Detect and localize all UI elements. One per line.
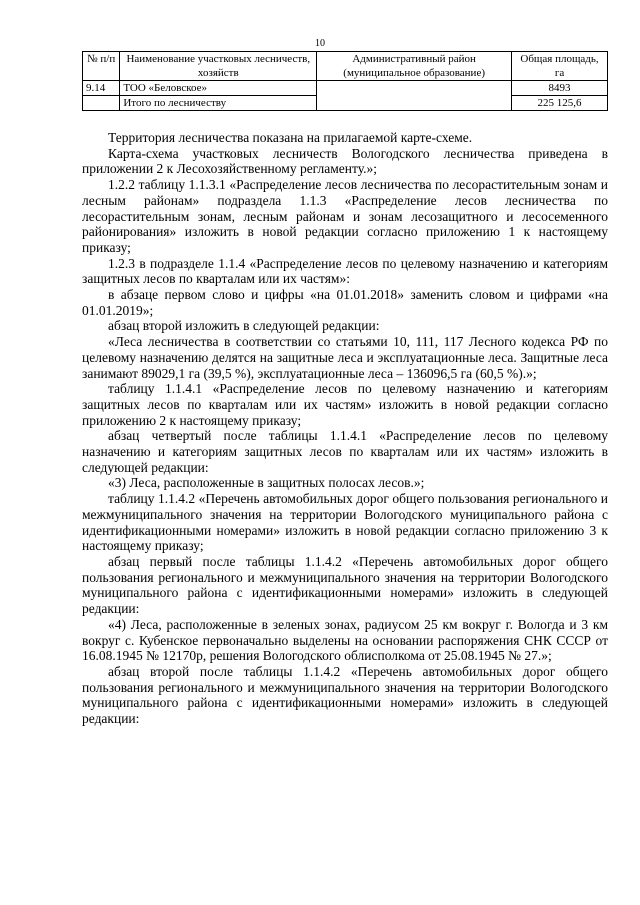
paragraph: абзац первый после таблицы 1.1.4.2 «Перечень автомобильных дорог общего пользования регионального и межмуниципального значения на территории Вологодского муниципального района с идентификационными номерами» изложить в следующей редакции:: [82, 553, 608, 617]
table-cell-name: ТОО «Беловское»: [120, 81, 317, 96]
table-header-name: Наименование участковых лесничеств, хозяйств: [120, 52, 317, 81]
table-header-row: [83, 52, 608, 81]
paragraph: Территория лесничества показана на прилагаемой карте-схеме.: [108, 130, 473, 145]
table-header-area: Общая площадь, га: [512, 52, 608, 81]
document-body: [82, 130, 608, 727]
table-cell-name: Итого по лесничеству: [120, 96, 317, 111]
paragraph: «3) Леса, расположенные в защитных полосах лесов.»;: [108, 475, 425, 491]
paragraph: «Леса лесничества в соответствии со статьями 10, 111, 117 Лесного кодекса РФ по целевому назначению делятся на защитные леса и эксплуатационные леса. Защитные леса занимают 89029,1 га (39,5 %), эксплуатационные леса – 136096,5 га (60,5 %).»;: [82, 334, 608, 381]
paragraph: таблицу 1.1.4.2 «Перечень автомобильных дорог общего пользования регионального и межмуниципального значения на территории Вологодского муниципального района с идентификационными номерами» изложить в новой редакции согласно приложению 3 к настоящему приказу;: [82, 491, 608, 554]
table-header-district: Административный район (муниципальное образование): [317, 52, 512, 81]
table-cell-number: [83, 96, 120, 111]
forestry-table: [82, 51, 608, 111]
table-cell-area: 225 125,6: [512, 96, 608, 111]
paragraph: «4) Леса, расположенные в зеленых зонах, радиусом 25 км вокруг г. Вологда и 3 км вокруг с. Кубенское первоначально выделены на основании распоряжения СНК СССР от 16.08.1945 № 12170р, решения Вологодского облисполкома от 25.08.1945 № 27.»;: [82, 616, 608, 664]
table-header-number: № п/п: [83, 52, 120, 81]
table-cell-area: 8493: [512, 81, 608, 96]
paragraph: в абзаце первом слово и цифры «на 01.01.2018» заменить словом и цифрами «на 01.01.2019»;: [82, 287, 608, 318]
paragraph: таблицу 1.1.4.1 «Распределение лесов по целевому назначению и категориям защитных лесов по кварталам или их частям» изложить в новой редакции согласно приложению 2 к настоящему приказу;: [82, 381, 608, 428]
paragraph: абзац второй изложить в следующей редакции:: [108, 318, 380, 334]
paragraph: Карта-схема участковых лесничеств Вологодского лесничества приведена в приложении 2 к Лесохозяйственному регламенту.»;: [82, 145, 608, 177]
paragraph: абзац четвертый после таблицы 1.1.4.1 «Распределение лесов по целевому назначению и категориям защитных лесов по кварталам или их частям» изложить в следующей редакции:: [82, 428, 608, 475]
paragraph: абзац второй после таблицы 1.1.4.2 «Перечень автомобильных дорог общего пользования регионального и межмуниципального значения на территории Вологодского муниципального района с идентификационными номерами» изложить в следующей редакции:: [82, 663, 608, 727]
paragraph: 1.2.2 таблицу 1.1.3.1 «Распределение лесов лесничества по лесорастительным зонам и лесным районам» подраздела 1.1.3 «Распределение лесов лесничества по лесорастительным зонам, лесным районам и зонам лесозащитного и лесосеменного районирования» изложить в новой редакции согласно приложению 1 к настоящему приказу;: [82, 177, 608, 255]
table-cell-number: 9.14: [83, 81, 120, 96]
page-number: 10: [315, 38, 325, 49]
table-row: [83, 81, 608, 96]
paragraph: 1.2.3 в подразделе 1.1.4 «Распределение лесов по целевому назначению и категориям защитных лесов по кварталам или их частям»:: [82, 255, 608, 287]
table-cell-district: [317, 81, 512, 111]
